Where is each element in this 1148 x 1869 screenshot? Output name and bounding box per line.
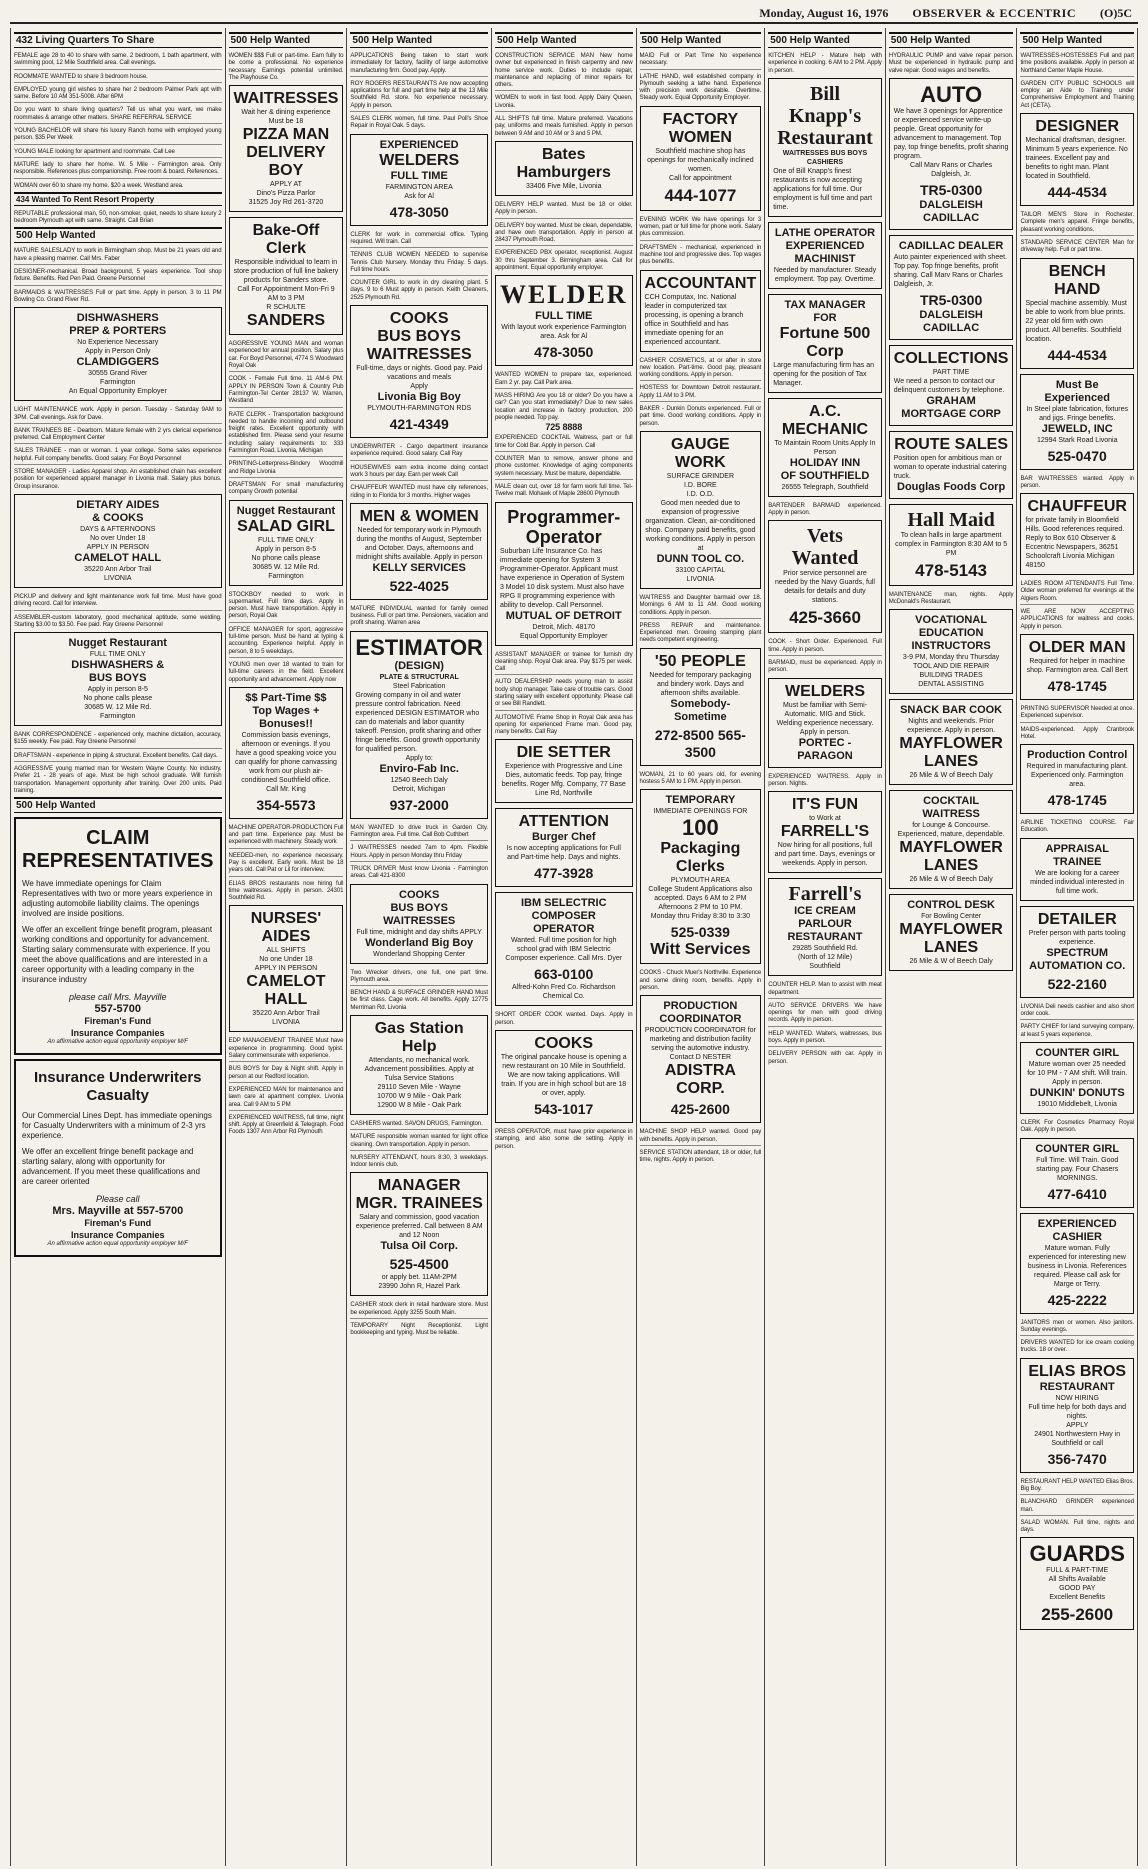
classified-ad: MACHINE SHOP HELP wanted. Good pay with benefits. Apply in person.: [640, 1128, 762, 1146]
classified-ad: PARTY CHIEF for land surveying company, at least 5 years experience.: [1020, 1023, 1134, 1038]
classified-ad: UNDERWRITER - Cargo department insurance experience required. Good salary. Call Ray: [350, 443, 488, 461]
classified-ad: EVENING WORK We have openings for 3 women, part or full time for phone work. Salary plus commission.: [640, 216, 762, 241]
classified-ad: APPLICATIONS Being taken to start work immediately for factory, facility of large automotive manufacturing firm. Good pay. Apply.: [350, 52, 488, 77]
category-heading: 434 Wanted To Rent Resort Property: [14, 192, 222, 206]
paper-name: OBSERVER & ECCENTRIC: [912, 6, 1076, 20]
display-ad: PRODUCTION COORDINATOR PRODUCTION COORDINATOR for marketing and distribution facility serving the automotive industry. Contact D NESTER ADISTRA CORP. 425-2600: [640, 995, 762, 1123]
display-ad: ROUTE SALES Position open for ambitious man or woman to operate industrial catering truck. Douglas Foods Corp: [889, 431, 1014, 499]
display-ad: CHAUFFEUR for private family in Bloomfield Hills. Good references required. Reply to Box 610 Observer & Eccentric Newspapers, 36251 Schoolcraft Livonia Michigan 48150: [1020, 493, 1134, 575]
display-ad: Farrell's ICE CREAM PARLOUR RESTAURANT 29285 Southfield Rd. (North of 12 Mile) Southfield: [768, 878, 882, 976]
classified-ad: WAITRESSES-HOSTESSES Full and part time positions available. Apply in person at Northland Center Maple House.: [1020, 52, 1134, 77]
classified-ad: CONSTRUCTION SERVICE MAN New home owner but experienced in finish carpentry and new home service work. Duties to include repair, maintenance and replacing of minor repairs for others.: [495, 52, 633, 91]
classified-ad: CASHIER COSMETICS, at or after in store new location. Part-time. Good pay, pleasant working conditions. Apply in person.: [640, 357, 762, 382]
classified-ad: LATHE HAND, well established company in Plymouth seeking a lathe hand. Experience with precision work desirable. Overtime. Steady work. Equal Opportunity Employer.: [639, 72, 762, 102]
classified-ad: DESIGNER-mechanical. Broad background, 5 years experience. Tool shop fixture. Benefits. Red Pen Paid. Greene Personnel: [14, 268, 222, 286]
classified-ad: BARTENDER BARMAID experienced. Apply in person.: [768, 501, 882, 517]
classified-ad: LIGHT MAINTENANCE work. Apply in person. Tuesday - Saturday 9AM to 3PM. Call evenings. Ask for Dave.: [14, 406, 222, 424]
classified-ad: COUNTER GIRL to work in dry cleaning plant. 5 days. 9 to 6 Must apply in person. Keith Cleaners, 2525 Plymouth Rd.: [350, 279, 488, 301]
classified-ad: MATURE responsible woman wanted for light office cleaning. Own transportation. Apply in person.: [350, 1133, 488, 1151]
classified-ad: MASS HIRING Are you 18 or older? Do you have a car? Can you start immediately? Due to new sales location and increase in factory production, 200 people needed. Top pay.: [494, 391, 633, 421]
display-ad: Production Control Required in manufacturing plant. Experienced only. Farmington area. 478-1745: [1020, 744, 1134, 814]
classified-ad: SERVICE STATION attendant, 18 or older, full time, nights. Apply in person.: [639, 1148, 762, 1164]
classified-ad: MATURE SALESLADY to work in Birmingham shop. Must be 21 years old and have a pleasing manner. Call Mrs. Faber: [14, 247, 222, 265]
column-5: [637, 28, 766, 1866]
classified-ad: J WAITRESSES needed 7am to 4pm. Flexible Hours. Apply in person Monday thru Friday: [350, 844, 488, 862]
classified-ad: MACHINE OPERATOR-PRODUCTION Full and part time. Experience pay. Must be experienced with machinery. Steady work: [229, 824, 344, 849]
classified-ad: YOUNG MALE looking for apartment and roommate. Call Lee: [14, 148, 222, 158]
classified-ad: EXPERIENCED COCKTAIL Waitress, part or full time for Cold Bar. Apply in person. Call: [495, 434, 633, 452]
classified-ad: DELIVERY HELP wanted. Must be 18 or older. Apply in person.: [495, 201, 633, 219]
display-ad: WAITRESSES Wait her & dining experience Must be 18 PIZZA MAN DELIVERY BOY APPLY AT Dino's Pizza Parlor 31525 Joy Rd 261-3720: [229, 85, 344, 212]
display-ad: AUTO We have 3 openings for Apprentice or experienced service write-up people. Great opportunity for advancement to management. Top pay, top fringe benefits, profit sharing program. Call Marv Rans or Charles Dalgleish, Jr. TR5-0300 DALGLEISH CADILLAC: [889, 78, 1014, 230]
display-ad: Nugget Restaurant SALAD GIRL FULL TIME ONLY Apply in person 8-5 No phone calls please 30685 W. 12 Mile Rd. Farmington: [229, 500, 344, 586]
category-heading: 500 Help Wanted: [14, 227, 222, 243]
classified-ad: ROOMMATE WANTED to share 3 bedroom house.: [14, 73, 222, 83]
category-heading: 500 Help Wanted: [495, 32, 633, 48]
display-ad: DIE SETTER Experience with Progressive and Line Dies, automatic feeds. Top pay, fringe benefits. Roger Mfg. Company, 77 Base Line Rd, Northville: [495, 739, 633, 803]
classified-ad: WOMEN $$$ Full or part-time. Earn fully to be come a professional. No experience necessary. Earnings potential unlimited. The Playhouse Co.: [228, 52, 344, 81]
category-heading: 500 Help Wanted: [768, 32, 882, 48]
classified-ad: EXPERIENCED PBX operator, receptionist. August 30 thru September 3. Birmingham area. Call for appointment. Equal opportunity employer.: [494, 249, 633, 272]
display-ad: SNACK BAR COOK Nights and weekends. Prior experience. Apply in person. MAYFLOWER LANES 26 Mile & W of Beech Daly: [889, 699, 1014, 785]
classified-ad: BARMAIDS & WAITRESSES Full or part time. Apply in person. 3 to 11 PM Bowling Co. Grand River Rd.: [14, 288, 222, 303]
classified-ad: DELIVERY boy wanted. Must be clean, dependable, and have own transportation. Apply in person at 28437 Plymouth Road.: [495, 222, 633, 247]
classified-ad: HELP WANTED. Waiters, waitresses, bus boys. Apply in person.: [768, 1030, 882, 1048]
classified-ad: RATE CLERK - Transportation background needed to handle incoming and outbound freight rates. Excellent opportunity with established firm. Please send your resume including salary requirements to: 333 Farmington Road, Livonia, Michigan: [229, 411, 344, 458]
classified-ad: AUTO DEALERSHIP needs young man to assist body shop manager. Take care of trouble cars. Good starting salary with excellent opportunity. Please call or see Bill Randlett.: [495, 678, 633, 710]
classified-ad: BARMAID, must be experienced. Apply in person.: [768, 659, 882, 674]
display-ad: COCKTAIL WAITRESS for Lounge & Concourse. Experienced, mature, dependable. MAYFLOWER LANES 26 Mile & W of Beech Daly: [889, 790, 1014, 889]
classified-ad: REPUTABLE professional man, 50, non-smoker, quiet, needs to share luxury 2 bedroom Plymouth apt with same. Straight. Call Brian: [14, 209, 222, 225]
classified-ad: TAILOR MEN'S Store in Rochester. Complete men's apparel. Fringe benefits, pleasant working conditions.: [1020, 211, 1134, 236]
display-ad: Gas Station Help Attendants, no mechanical work. Advancement possibilities. Apply at Tulsa Service Stations 29110 Seven Mile - Wayne 10700 W 9 Mile - Oak Park 12900 W 8 Mile - Oak Park: [350, 1015, 488, 1115]
classified-ad: FEMALE age 28 to 40 to share with same. 2 bedroom, 1 bath apartment, with swimming pool, 12 Mile Southfield area. Call evenings.: [14, 52, 222, 70]
display-ad: COOKS The original pancake house is opening a new restaurant on 10 Mile in Southfield. We are now taking applications. Will train. If you are in high school but are 18 or over, apply. 543-1017: [495, 1030, 633, 1123]
classified-ad: HOSTESS for Downtown Detroit restaurant. Apply 11 AM to 3 PM.: [640, 384, 762, 402]
classified-ad: PICKUP and delivery and light maintenance work full time. Must have good driving record. Call for interview.: [14, 593, 222, 611]
display-ad: Programmer- Operator Suburban Life Insurance Co. has immediate opening for System 3 Programmer-Operator. Applicant must have experience in Operation of System 3 Model 10 disk system. Must also have RPG II programming experience with ability to develop. Call Personnel. MUTUAL OF DETROIT Detroit, Mich. 48170 Equal Opportunity Employer: [495, 502, 633, 646]
display-ad: DETAILER Prefer person with parts tooling experience. SPECTRUM AUTOMATION CO. 522-2160: [1020, 906, 1134, 998]
classified-ad: OFFICE MANAGER for sport, aggressive full-time person. Must be hand at typing & accounting. Experience helpful. Apply in person, 8 to 5 weekdays.: [229, 626, 344, 658]
display-ad: COLLECTIONS PART TIME We need a person to contact our delinquent customers by telephone. GRAHAM MORTGAGE CORP: [889, 345, 1014, 426]
classified-ad: WANTED WOMEN to prepare tax, experienced. Earn 2 yr. pay. Call Park area.: [495, 371, 633, 389]
classified-ad: Two Wrecker drivers, one full, one part time. Plymouth area.: [350, 969, 488, 987]
classified-columns: [10, 28, 1138, 1866]
column-4: [492, 28, 637, 1866]
classified-ad: DELIVERY PERSON with car. Apply in person.: [768, 1050, 882, 1065]
display-ad: ACCOUNTANT CCH Computax, Inc. National leader in computerized tax processing, is opening a branch office in Southfield and has immediate opening for an experienced accountant.: [640, 270, 762, 352]
classified-ad: ROY ROGERS RESTAURANTS Are now accepting applications for full and part time help at the 13 Mile Southfield Rd. store. No experience necessary. Apply in person.: [350, 80, 488, 112]
display-ad: CADILLAC DEALER Auto painter experienced with sheet. Top pay. Top fringe benefits, profit sharing. Call Marv Rans or Charles Dalgleish, Jr. TR5-0300 DALGLEISH CADILLAC: [889, 235, 1014, 340]
classified-ad: MALE clean cut, over 18 for farm work full time. Tel-Twelve mall. Mohawk of Maple 28600 Plymouth: [494, 482, 633, 498]
display-ad: $$ Part-Time $$ Top Wages + Bonuses!! Commission basis evenings, afternoon or evenings. If you have a good speaking voice you can qualify for phone canvassing work from our plush air-conditioned Southfield office. Call Mr. King 354-5573: [229, 687, 344, 819]
classified-ad: STANDARD SERVICE CENTER Man for driveway help. Full or part time.: [1020, 238, 1134, 254]
display-ad: Vets Wanted Prior service personnel are needed by the Navy Guards, full details for details and duty stations. 425-3660: [768, 520, 882, 633]
classified-ad: WOMAN over 60 to share my home. $20 a week. Westland area.: [14, 181, 184, 189]
classified-ad: AIRLINE TICKETING COURSE. Fair Education.: [1020, 819, 1134, 834]
classified-ad: HOUSEWIVES earn extra income doing contact work 3 hours per day. Earn per week Call: [350, 464, 488, 482]
classified-ad: SALES CLERK women, full time. Paul Poll's Shoe Repair in Royal Oak. 5 days.: [350, 115, 488, 130]
display-ad: A.C. MECHANIC To Maintain Room Units Apply In Person HOLIDAY INN OF SOUTHFIELD 26555 Telegraph, Southfield: [768, 398, 882, 497]
display-ad: GUARDS FULL & PART-TIME All Shifts Available GOOD PAY Excellent Benefits 255-2600: [1020, 1537, 1134, 1630]
classified-ad: COOK - Short Order. Experienced. Full time. Apply in person.: [768, 638, 882, 656]
display-ad: COOKS BUS BOYS WAITRESSES Full-time, days or nights. Good pay. Paid vacations and meals Apply Livonia Big Boy PLYMOUTH-FARMINGTON RDS 421-4349: [350, 305, 488, 438]
display-ad: Bates Hamburgers 33406 Five Mile, Livonia: [495, 141, 633, 196]
classified-ad: BANK CORRESPONDENCE - experienced only, machine dictation, accuracy, $155 weekly. Fee paid. Ray Greene Personnel: [14, 731, 222, 749]
classified-ad: TENNIS CLUB WOMEN NEEDED to supervise Tennis Club Nursery. Monday thru Friday. 5 days. Full time hours.: [350, 251, 488, 276]
phone-number: 725 8888: [545, 422, 583, 433]
display-ad: MANAGER MGR. TRAINEES Salary and commission, good vacation experience preferred. Call between 8 AM and 12 Noon Tulsa Oil Corp. 525-4500 or apply bet. 11AM-2PM 23990 John R, Hazel Park: [350, 1172, 488, 1296]
classified-ad: MAINTENANCE man, nights. Apply McDonald's Restaurant.: [888, 590, 1014, 606]
display-ad: Bill Knapp's Restaurant WAITRESSES BUS BOYS CASHIERS One of Bill Knapp's finest restaurants is now accepting applications for full time. Our employment is full time and part time.: [768, 78, 882, 217]
classified-ad: CASHIER stock clerk in retail hardware store. Must be experienced. Apply 3255 South Main.: [350, 1301, 488, 1319]
classified-ad: CLERK For Cosmetics Pharmacy Royal Oak. Apply in person.: [1020, 1118, 1134, 1134]
classified-ad: CLERK for work in commercial office. Typing required. Will train. Call: [350, 231, 488, 249]
classified-ad: BENCH HAND & SURFACE GRINDER HAND Must be first class. Cage work. All benefits. Apply 12775 Merriman Rd. Livonia: [350, 989, 488, 1011]
display-ad: ELIAS BROS RESTAURANT NOW HIRING Full time help for both days and nights. APPLY 24901 Northwestern Hwy in Southfield or call 356-7470: [1020, 1358, 1134, 1473]
classified-ad: NEEDED-men, no experience necessary. Pay is excellent. Early work. Must be 18 years old. Call Pat or Lil for interview.: [229, 852, 344, 877]
classified-ad: DRAFTSMEN - mechanical, experienced in machine tool and progressive dies. Top wages plus benefits.: [639, 243, 762, 266]
display-ad: BENCH HAND Special machine assembly. Must be able to work from blue prints. 22 year old firm with own product. All benefits. Southfield location. 444-4534: [1020, 258, 1134, 369]
classified-ad: BAR WAITRESSES wanted. Apply in person.: [1020, 474, 1134, 489]
column-1: [11, 28, 226, 1866]
classified-ad: WOMEN to work in fast food. Apply Dairy Queen, Livonia.: [495, 94, 633, 112]
classified-ad: SALAD WOMAN. Full time, nights and days.: [1020, 1518, 1134, 1534]
display-ad: TEMPORARY IMMEDIATE OPENINGS FOR 100 Packaging Clerks PLYMOUTH AREA College Student Applications also accepted. Days 6 AM to 2 PM Afternoons 2 PM to 10 PM. Monday thru Friday 8:30 to 3:30 525-0339 Witt Services: [640, 789, 762, 964]
classified-ad: YOUNG men over 18 wanted to train for full-time careers in the field. Excellent opportunity and advancement. Apply now: [228, 660, 344, 683]
classified-ad: CHAUFFEUR WANTED must have city references, riding in to Florida for 3 months. Higher wages: [350, 484, 488, 499]
display-ad: MEN & WOMEN Needed for temporary work in Plymouth during the months of August, September and October. Days, afternoons and midnight shifts available. Apply in person KELLY SERVICES 522-4025: [350, 503, 488, 600]
display-ad: ESTIMATOR (DESIGN) PLATE & STRUCTURAL Steel Fabrication Growing company in oil and water pressure control fabrication. Need experienced DESIGN ESTIMATOR who can do materials and labor quantity takeoff. Pension, profit sharing and other fringe benefits. Good growth opportunity for qualified person. Apply to: Enviro-Fab Inc. 12540 Beech Daly Detroit, Michigan 937-2000: [350, 631, 488, 819]
classified-ad: AGGRESSIVE YOUNG MAN and woman experienced for annual position. Salary plus car. For Boyd Personnel, 4774 S Woodward Royal Oak: [229, 340, 344, 372]
display-ad-insurance-underwriters: Insurance Underwriters Casualty Our Commercial Lines Dept. has immediate openings for Casualty Underwriters with a minimum of 2-3 yrs experience. We offer an excellent fringe benefit package and starting salary, along with opportunity for advancement. If you meet these qualifications and are career oriented Please call Mrs. Mayville at 557-5700 Fireman's Fund Insurance Companies An affirmative action equal opportunity employer M/F: [14, 1059, 222, 1257]
classified-ad: MAIDS-experienced. Apply Cranbrook Hotel.: [1020, 725, 1134, 740]
classified-ad: Do you want to share living quarters? Tell us what you want, we make roommates & arrange other matters. SHARE REFERRAL SERVICE: [14, 106, 222, 124]
classified-ad: PRESS REPAIR and maintenance. Experienced men. Growing stamping plant needs competent engineering.: [639, 621, 762, 644]
classified-ad: KITCHEN HELP - Mature help with experience in cooking. 6 AM to 2 PM. Apply in person.: [768, 52, 882, 74]
display-ad: COUNTER GIRL Mature woman over 25 needed for 10 PM - 7 AM shift. Will train. Apply in person. DUNKIN' DONUTS 19010 Middlebelt, Livonia: [1020, 1042, 1134, 1114]
classified-ad: EXPERIENCED WAITRESS. Apply in person. Nights.: [768, 772, 882, 787]
classified-ad: WAITRESS and Daughter barmaid over 18. Mornings 6 AM to 11 AM. Good working conditions. Apply in person.: [640, 594, 762, 619]
category-heading: 500 Help Wanted: [640, 32, 762, 48]
classified-ad: PRINTING-Letterpress-Bindery Woodmill and Ridge Livonia: [229, 460, 344, 478]
classified-ad: WE ARE NOW ACCEPTING APPLICATIONS for waitress and cooks. Apply in person.: [1020, 608, 1134, 630]
classified-ad: COOKS - Chuck Muer's Northville. Experience and some dining room, benefits. Apply in person.: [639, 969, 762, 991]
classified-ad: STOCKBOY needed to work in supermarket. Full time days. Apply in person. Must have transportation. Apply in person, Royal Oak: [229, 591, 344, 623]
classified-ad: NURSERY ATTENDANT, hours 8:30, 3 weekdays. Indoor tennis club.: [350, 1153, 488, 1169]
classified-ad: TEMPORARY Night Receptionist. Light bookkeeping and typing. Must be reliable.: [350, 1322, 488, 1337]
classified-ad: BANK TRAINEES BE - Dearborn. Mature female with 2 yrs clerical experience preferred. Call Employment Center: [14, 427, 222, 445]
classified-ad: SHORT ORDER COOK wanted. Days. Apply in person.: [494, 1011, 633, 1026]
classified-ad: BAKER - Dunkin Donuts experienced. Full or part time. Good working conditions. Apply in person.: [639, 405, 762, 427]
display-ad: FACTORY WOMEN Southfield machine shop has openings for mechanically inclined women. Call for appointment 444-1077: [640, 106, 762, 211]
classified-ad: WOMAN, 21 to 60 years old, for evening hostess 5 AM to 1 PM. Apply in person.: [639, 770, 762, 786]
display-ad: DIETARY AIDES & COOKS DAYS & AFTERNOONS No over Under 18 APPLY IN PERSON CAMELOT HALL 35220 Ann Arbor Trail LIVONIA: [14, 494, 222, 588]
display-ad: IT'S FUN to Work at FARRELL'S Now hiring for all positions, full and part time. Days, evenings or weekends. Apply in person.: [768, 791, 882, 873]
display-ad: LATHE OPERATOR EXPERIENCED MACHINIST Needed by manufacturer. Steady employment. Top pay. Overtime.: [768, 222, 882, 289]
classified-ad: AUTO SERVICE DRIVERS We have openings for men with good driving records. Apply in person.: [768, 1002, 882, 1027]
classified-ad: ALL SHIFTS full time. Mature preferred. Vacations pay, uniforms and meals furnished. Apply in person between 9 AM and 10 AM or 3 and 5 PM.: [494, 115, 633, 137]
category-heading: 500 Help Wanted: [1020, 32, 1134, 48]
classified-ad: COUNTER HELP. Man to assist with meat department.: [768, 981, 882, 999]
display-ad-claim-representatives: CLAIM REPRESENTATIVES We have immediate openings for Claim Representatives with two or more years experience in adjusting automobile liability claims. The openings involved are inside positions. We offer an excellent fringe benefit program, pleasant working conditions and opportunity for advancement. Starting salary commensurate with experience. If you meet the above qualifications and are interested in a career opportunity with a leading company in the insurance industry please call Mrs. Mayville 557-5700 Fireman's Fund Insurance Companies An affirmative action equal opportunity employer M/F: [14, 817, 222, 1055]
display-ad: ATTENTION Burger Chef Is now accepting applications for Full and Part-time help. Days and nights. 477-3928: [495, 808, 633, 887]
classified-ad: GARDEN CITY PUBLIC SCHOOLS will employ an Aide to Training under Comprehensive Employment and Training Act (CETA).: [1020, 79, 1134, 109]
classified-ad: MAN WANTED to drive truck in Garden City. Farmington area. Full time. Call Bob Cuthbert: [350, 824, 488, 842]
display-ad: COUNTER GIRL Full Time. Will Train. Good starting pay. Four Chasers MORNINGS. 477-6410: [1020, 1138, 1134, 1208]
classified-ad: RESTAURANT HELP WANTED Elias Bros. Big Boy.: [1020, 1478, 1134, 1496]
display-ad: GAUGE WORK SURFACE GRINDER I.D. BORE I.D. O.D. Good men needed due to expansion of progressive organization. Clean, air-conditioned shop. Company paid benefits, good working conditions. Apply in person at DUNN TOOL CO. 33100 CAPITAL LIVONIA: [640, 431, 762, 589]
classified-ad: COOK - Female Full time. 11 AM-6 PM. APPLY IN PERSON Town & Country Pub Farmington-Tel Center 28137 W. Warren, Westland: [229, 375, 344, 407]
display-ad: CONTROL DESK For Bowling Center MAYFLOWER LANES 26 Mile & W of Beech Daly: [889, 894, 1014, 971]
display-ad: Bake-Off Clerk Responsible individual to learn in store production of full line bakery products for Sanders store. Call For Appointment Mon-Fri 9 AM to 3 PM R SCHULTE SANDERS: [229, 217, 344, 335]
classified-ad: LIVONIA Deli needs cashier and also short order cook.: [1020, 1003, 1134, 1021]
classified-ad: AGGRESSIVE young married man for Western Wayne County. No industry. Prefer 21 - 28 years of age. Must be high school graduate. Will furnish transportation. Management opportunity after training. Over 200 units. Paid training.: [14, 764, 222, 794]
display-ad: Nugget Restaurant FULL TIME ONLY DISHWASHERS & BUS BOYS Apply in person 8-5 No phone calls please 30685 W. 12 Mile Rd. Farmington: [14, 632, 222, 726]
display-ad: DESIGNER Mechanical draftsman, designer. Minimum 5 years experience. No trainees. Excellent pay and benefits to right man. Plant located in Southfield. 444-4534: [1020, 113, 1134, 206]
classified-ad: BUS BOYS for Day & Night shift. Apply in person at our Redford location.: [229, 1065, 344, 1083]
display-ad: VOCATIONAL EDUCATION INSTRUCTORS 3-9 PM, Monday thru Thursday TOOL AND DIE REPAIR BUILDING TRADES DENTAL ASSISTING: [889, 609, 1014, 694]
display-ad: Must Be Experienced In Steel plate fabrication, fixtures and jigs. Fringe benefits. JEWELD, INC 12994 Stark Road Livonia 525-0470: [1020, 374, 1134, 470]
display-ad: OLDER MAN Required for helper in machine shop. Farmington area. Call Bert 478-1745: [1020, 634, 1134, 700]
page-number: (O)5C: [1100, 6, 1132, 20]
category-heading: 432 Living Quarters To Share: [14, 32, 222, 48]
display-ad: EXPERIENCED WELDERS FULL TIME FARMINGTON AREA Ask for Al 478-3050: [350, 134, 488, 226]
classified-ad: COUNTER Man to remove, answer phone and phone customer. Knowledge of aging components system necessary. Must be mature, dependable.: [495, 455, 633, 480]
classified-ad: LADIES ROOM ATTENDANTS Full Time. Older woman preferred for evenings at the Algiers Room.: [1020, 580, 1134, 605]
column-2: [226, 28, 348, 1866]
masthead: [10, 6, 1138, 24]
classified-ad: EMPLOYED young girl wishes to share her 2 bedroom Palmer Park apt with same. Before 10 AM 351-5008. After 6PM: [14, 86, 222, 104]
classified-ad: ASSEMBLER-custom laboratory, good mechanical aptitude, some welding. Starting $3.00 to $3.50. Fee paid. Ray Greene Personnel: [14, 613, 222, 628]
category-heading: 500 Help Wanted: [14, 797, 222, 813]
classified-ad: JANITORS men or women. Also janitors. Sunday evenings.: [1020, 1319, 1134, 1337]
category-heading: 500 Help Wanted: [350, 32, 488, 48]
display-ad: '50 PEOPLE Needed for temporary packaging and bindery work. Days and afternoon shifts available. Somebody-Sometime 272-8500 565-3500: [640, 648, 762, 766]
display-ad: APPRAISAL TRAINEE We are looking for a career minded individual interested in full time work.: [1020, 838, 1134, 901]
classified-ad: EXPERIENCED WAITRESS, full time, night shift. Apply at Greenfield & Telegraph. Food Foods 1307 Ann Arbor Rd Plymouth: [228, 1113, 344, 1136]
classified-ad: SALES TRAINEE - man or woman. 1 year college. Some sales experience helpful. Full company benefits. Good salary. For Boyd Personnel: [14, 447, 222, 465]
classified-ad: EXPERIENCED MAN for maintenance and lawn care at apartment complex. Livonia area. Call 9 AM to 5 PM: [229, 1086, 344, 1111]
category-heading: 500 Help Wanted: [889, 32, 1014, 48]
display-ad-welder: WELDER FULL TIME With layout work experience Farmington area. Ask for Al 478-3050: [495, 275, 633, 366]
display-ad: DISHWASHERS PREP & PORTERS No Experience Necessary Apply in Person Only CLAMDIGGERS 30555 Grand River Farmington An Equal Opportunity Employer: [14, 307, 222, 401]
classified-ad: TRUCK DRIVER Must know Livonia - Farmington areas. Call 421-8300: [350, 864, 488, 880]
classified-ad: STORE MANAGER - Ladies Apparel shop. An established chain has excellent position for experienced apparel manager in Livonia mall. Salary plus bonus. Group insurance.: [14, 468, 222, 490]
classified-ad: ASSISTANT MANAGER or trainee for furnish dry cleaning shop. Royal Oak area. Pay $175 per week. Call: [495, 651, 633, 676]
classified-ad: BLANCHARD GRINDER experienced man.: [1020, 1498, 1134, 1516]
classified-ad: YOUNG BACHELOR will share his luxury Ranch home with employed young person. $35 Per Week: [14, 127, 222, 145]
classified-ad: PRESS OPERATOR, must have prior experience in stamping, and also some die setting. Apply in person.: [494, 1128, 633, 1150]
display-ad: IBM SELECTRIC COMPOSER OPERATOR Wanted. Full time position for high school grad with IBM Selectric Composer experience. Call Mrs. Dyer 663-0100 Alfred-Kohn Fred Co. Richardson Chemical Co.: [495, 892, 633, 1006]
display-ad: NURSES' AIDES ALL SHIFTS No one Under 18 APPLY IN PERSON CAMELOT HALL 35220 Ann Arbor Trail LIVONIA: [229, 905, 344, 1032]
column-3: [347, 28, 492, 1866]
classified-ad: PRINTING SUPERVISOR Needed at once. Experienced supervisor.: [1020, 705, 1134, 723]
display-ad: TAX MANAGER FOR Fortune 500 Corp Large manufacturing firm has an opening for the position of Tax Manager.: [768, 294, 882, 393]
column-8: [1017, 28, 1138, 1866]
classified-ad: CASHIERS wanted. SAVON DRUGS, Farmington.: [350, 1120, 488, 1130]
classified-ad: DRAFTSMAN - experience in piping & structural. Excellent benefits. Call days.: [14, 752, 222, 762]
classified-ad: AUTOMOTIVE Frame Shop in Royal Oak area has opening for experienced Frame man. Good pay, many benefits. Call Ray: [494, 713, 633, 736]
classified-ad: ELIAS BROS restaurants now hiring full time waitresses. Apply in person. 24301 Southfield Rd.: [228, 879, 344, 902]
classified-ad: MAID Full or Part Time No experience necessary.: [640, 52, 762, 70]
display-ad: WELDERS Must be familiar with Semi-Automatic. MIG and Stick. Welding experience necessary. Apply in person. PORTEC - PARAGON: [768, 678, 882, 768]
display-ad: Hall Maid To clean halls in large apartment complex in Farmington 8:30 AM to 5 PM 478-5143: [889, 504, 1014, 586]
classified-ad: HYDRAULIC PUMP and valve repair person. Must be experienced in hydraulic pump and valve repair. Good wages and benefits.: [888, 52, 1014, 74]
column-6: [765, 28, 886, 1866]
classified-ad: DRIVERS WANTED for ice cream cooking trucks. 18 or over.: [1020, 1339, 1134, 1354]
display-ad: EXPERIENCED CASHIER Mature woman. Fully experienced for interesting new business in Livonia. References required. Please call ask for Marge or Terry. 425-2222: [1020, 1213, 1134, 1314]
classified-ad: MATURE INDIVIDUAL wanted for family owned business. Full or part time. Pensioners, vacation and profit sharing. Warren area: [350, 604, 488, 627]
column-7: [886, 28, 1018, 1866]
classified-ad: MATURE lady to share her home. W. 5 Mile - Farmington area. Only responsible. References plus companionship. Free room & board. References.: [14, 161, 222, 179]
classified-ad: EDP MANAGEMENT TRAINEE Must have experience in programming. Good typist. Salary commensurate with experience.: [229, 1037, 344, 1062]
issue-date: Monday, August 16, 1976: [759, 6, 889, 20]
classified-ad: DRAFTSMAN For small manufacturing company Growth potential: [228, 480, 344, 496]
category-heading: 500 Help Wanted: [229, 32, 344, 48]
display-ad: COOKS BUS BOYS WAITRESSES Full time, midnight and day shifts APPLY Wonderland Big Boy Wonderland Shopping Center: [350, 884, 488, 964]
